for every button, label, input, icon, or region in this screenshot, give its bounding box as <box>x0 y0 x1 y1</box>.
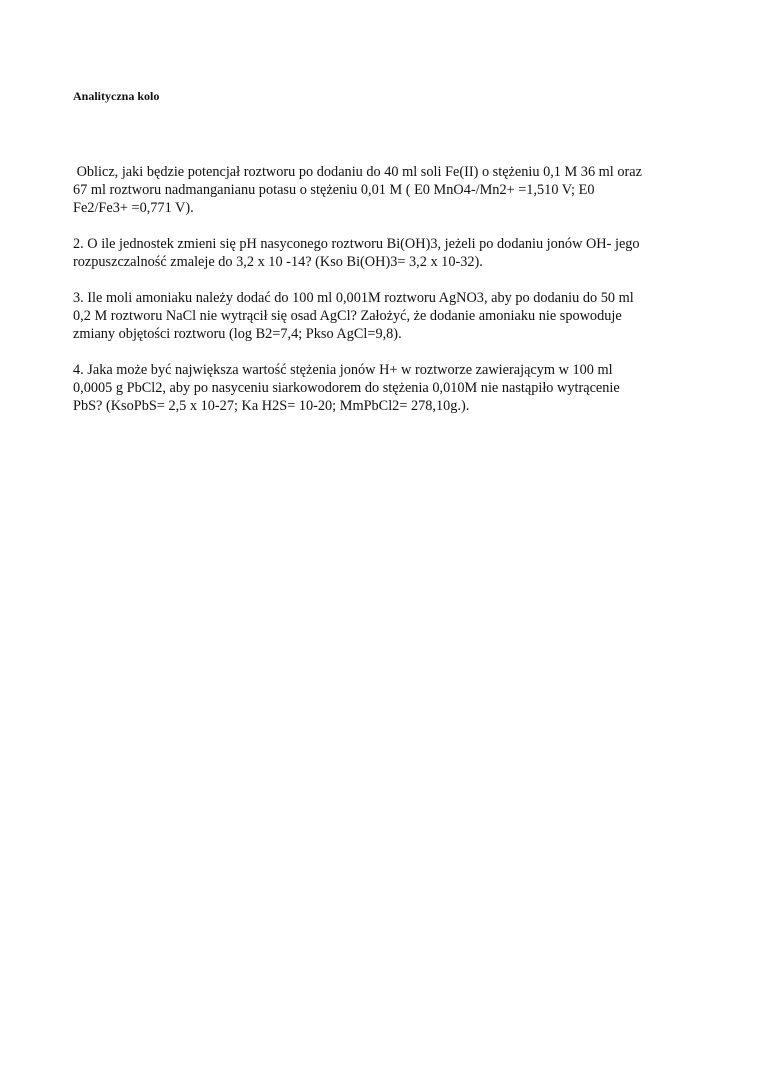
problem-3 <box>73 289 713 343</box>
problem-2 <box>73 235 713 271</box>
problem-1-line-2: 67 ml roztworu nadmanganianu potasu o stężeniu 0,01 M ( E0 MnO4-/Mn2+ =1,510 V; E0 <box>73 182 595 198</box>
problem-1-line-3: Fe2/Fe3+ =0,771 V). <box>73 200 194 216</box>
problem-2-line-2: rozpuszczalność zmaleje do 3,2 x 10 -14? (Kso Bi(OH)3= 3,2 x 10-32). <box>73 254 483 270</box>
problem-3-line-2: 0,2 M roztworu NaCl nie wytrącił się osad AgCl? Założyć, że dodanie amoniaku nie spowoduje <box>73 308 622 324</box>
problem-2-line-1: 2. O ile jednostek zmieni się pH nasyconego roztworu Bi(OH)3, jeżeli po dodaniu jonów OH- jego <box>73 236 640 252</box>
problem-3-line-1: 3. Ile moli amoniaku należy dodać do 100 ml 0,001M roztworu AgNO3, aby po dodaniu do 50 ml <box>73 290 634 306</box>
problem-1-line-1: Oblicz, jaki będzie potencjał roztworu po dodaniu do 40 ml soli Fe(II) o stężeniu 0,1 M 36 ml oraz <box>73 164 642 180</box>
document-title: Analityczna kolo <box>73 89 160 103</box>
problem-4 <box>73 361 713 415</box>
problem-1 <box>73 163 713 217</box>
problem-4-line-1: 4. Jaka może być największa wartość stężenia jonów H+ w roztworze zawierającym w 100 ml <box>73 362 613 378</box>
problem-3-line-3: zmiany objętości roztworu (log B2=7,4; Pkso AgCl=9,8). <box>73 326 402 342</box>
problem-4-line-2: 0,0005 g PbCl2, aby po nasyceniu siarkowodorem do stężenia 0,010M nie nastąpiło wytrącenie <box>73 380 620 396</box>
problem-4-line-3: PbS? (KsoPbS= 2,5 x 10-27; Ka H2S= 10-20; MmPbCl2= 278,10g.). <box>73 398 470 414</box>
problem-list <box>73 163 713 433</box>
